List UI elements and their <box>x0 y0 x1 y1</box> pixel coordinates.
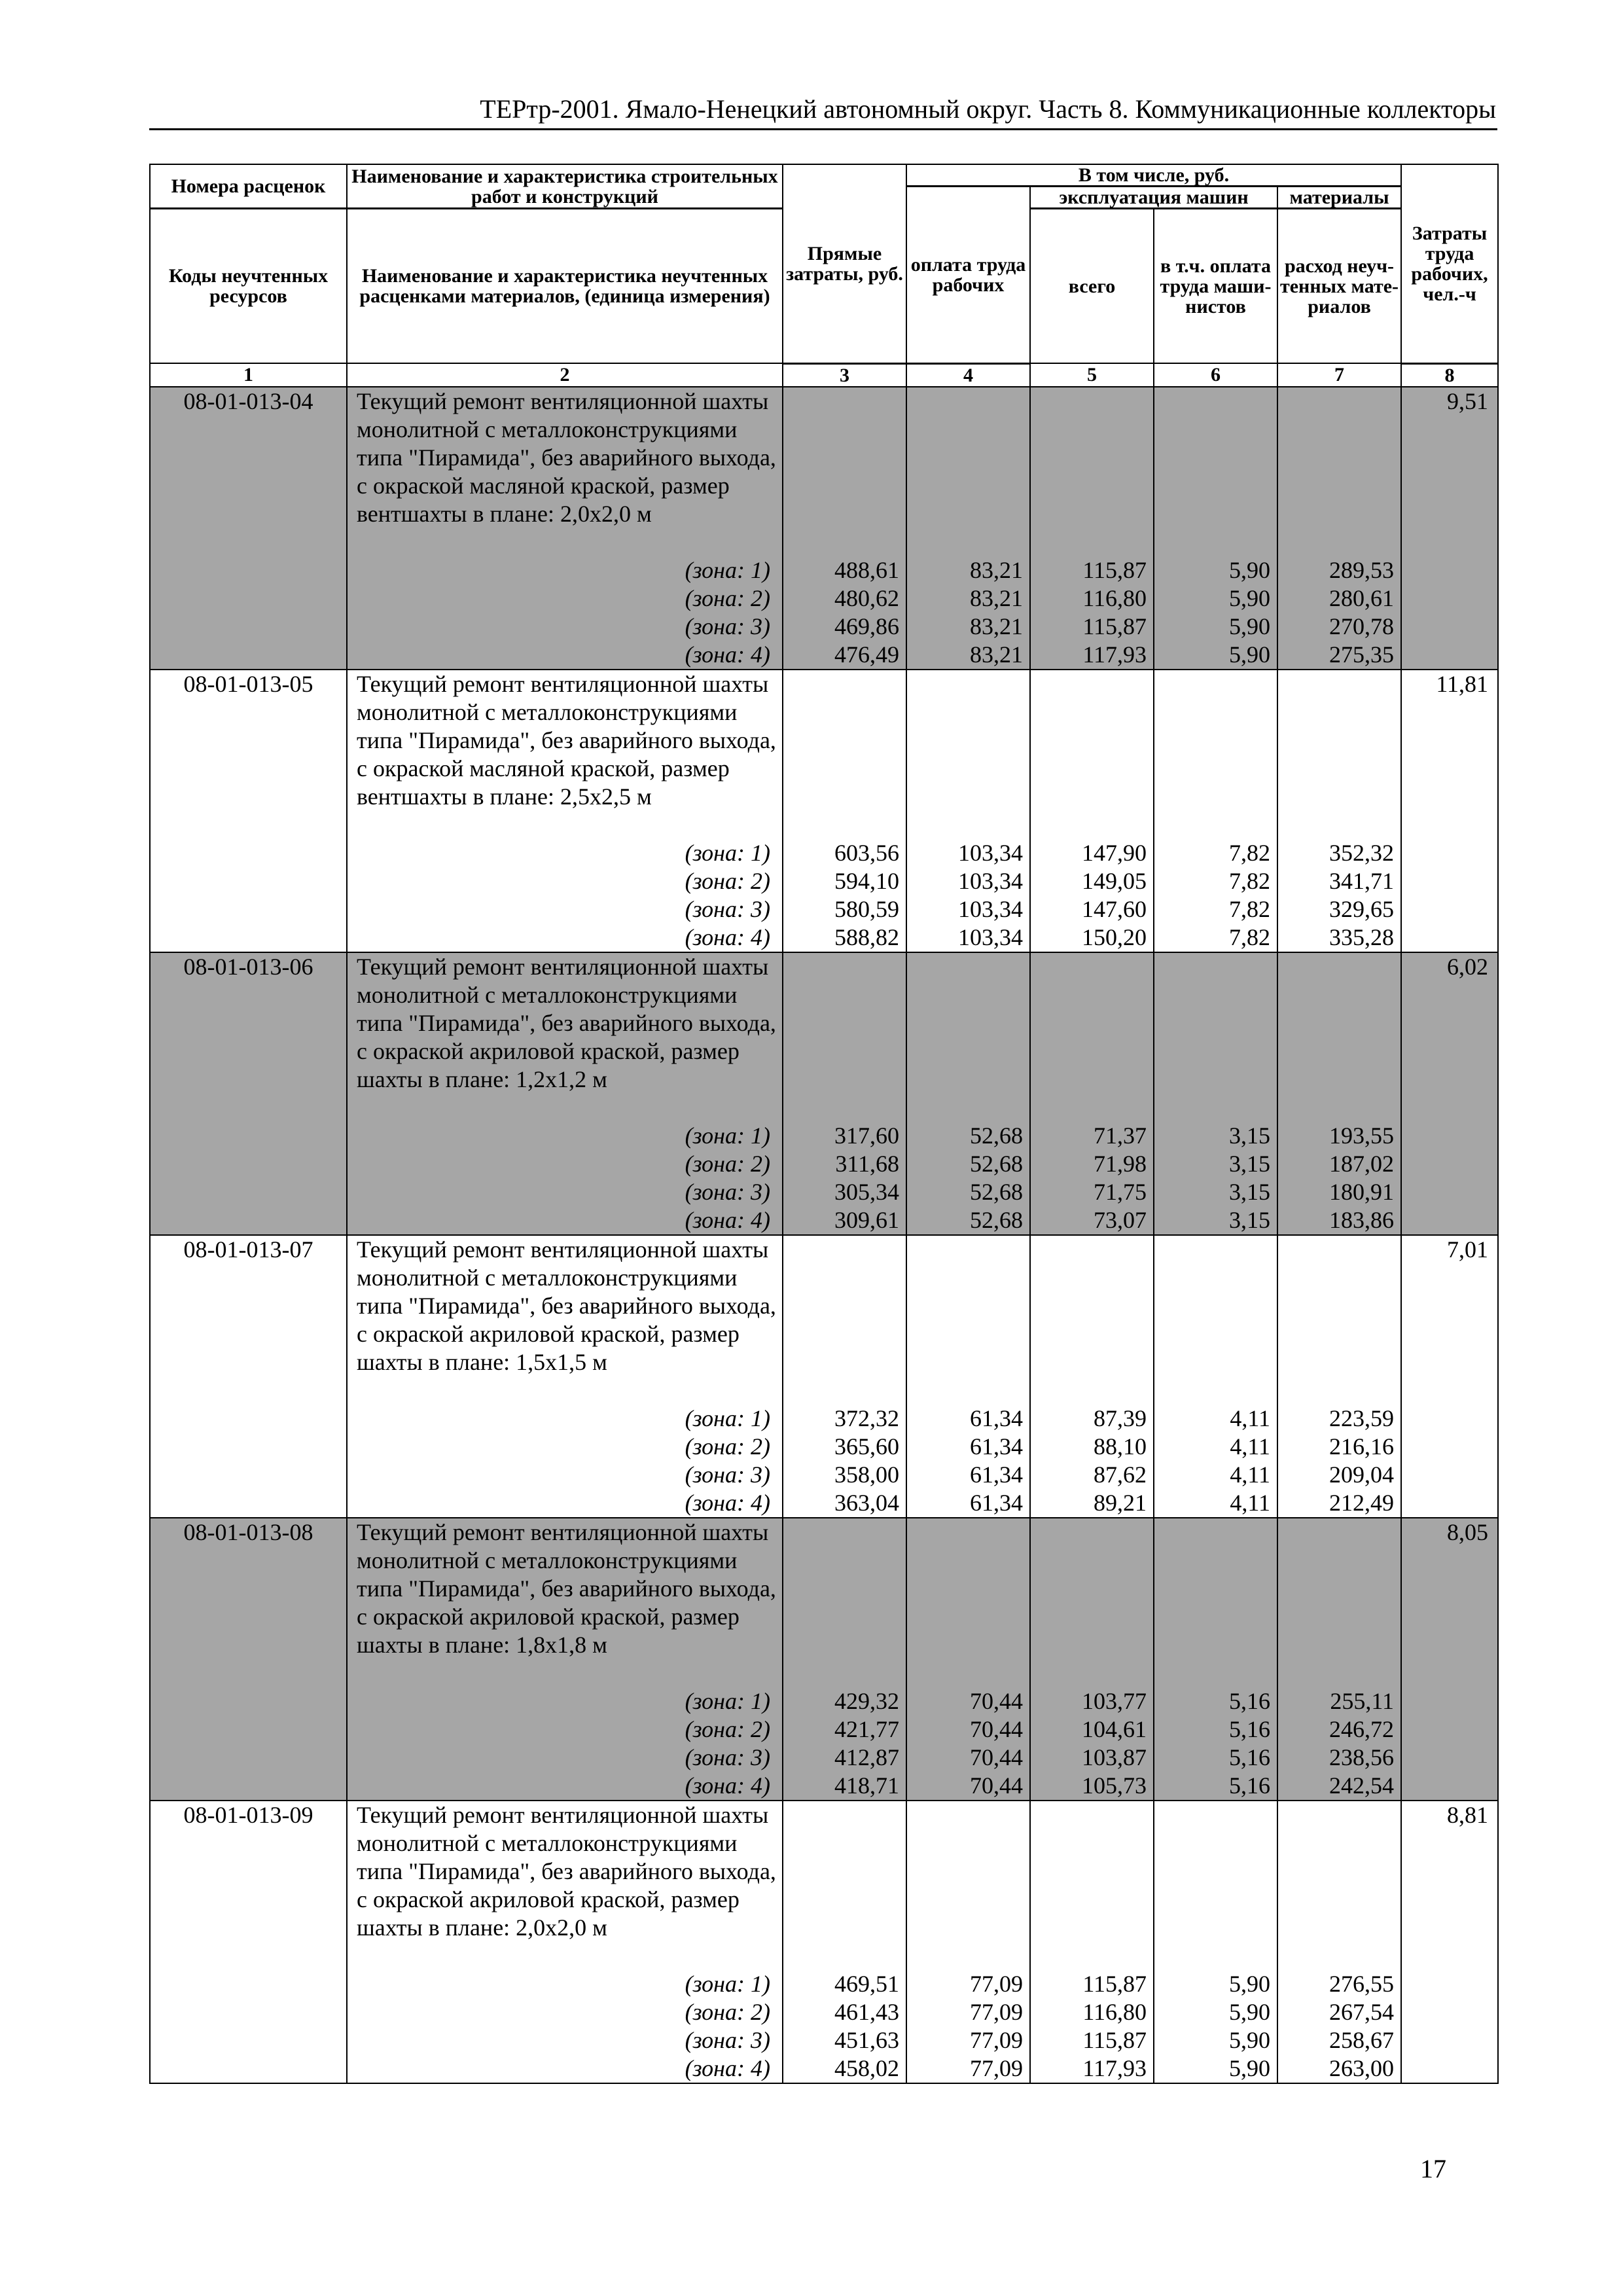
worker-pay-value: 61,34 <box>970 1461 1023 1488</box>
worker-pay-value: 70,44 <box>970 1687 1023 1714</box>
machinist-pay-value: 4,11 <box>1230 1489 1270 1516</box>
page-title: ТЕРтр-2001. Ямало-Ненецкий автономный округ. Часть 8. Коммуникационные коллекторы <box>480 94 1496 124</box>
worker-pay-value: 70,44 <box>970 1715 1023 1742</box>
direct-cell <box>783 1235 906 1518</box>
zone-label: (зона: 1) <box>685 1122 770 1149</box>
spacer <box>1154 1518 1270 1687</box>
worker-pay-cell <box>906 1518 1030 1801</box>
machinist-pay-cell <box>1154 1518 1277 1801</box>
direct-value: 461,43 <box>834 1998 899 2025</box>
spacer <box>1154 953 1270 1122</box>
spacer <box>907 953 1023 1122</box>
machinist-pay-value: 5,90 <box>1229 1998 1270 2025</box>
materials-value: 263,00 <box>1329 2054 1395 2081</box>
machines-total-value: 87,62 <box>1094 1461 1147 1488</box>
worker-pay-cell <box>906 1235 1030 1518</box>
spacer <box>1278 1801 1394 1970</box>
rate-description-cell <box>347 1518 783 1801</box>
machines-total-value: 150,20 <box>1082 924 1147 950</box>
spacer <box>1154 387 1270 556</box>
direct-value: 594,10 <box>834 867 899 894</box>
zone-label: (зона: 3) <box>685 1461 770 1488</box>
worker-pay-value: 83,21 <box>970 641 1023 668</box>
machines-total-value: 115,87 <box>1082 2026 1147 2053</box>
machinist-pay-value: 5,90 <box>1229 2026 1270 2053</box>
labor-costs-value: 8,81 <box>1401 1801 1498 2083</box>
materials-cell <box>1277 1518 1401 1801</box>
direct-value: 309,61 <box>834 1206 899 1233</box>
rate-description: Текущий ремонт вентиляционной шахты монолитной с металлоконструкциями типа "Пирамида", без аварийного выхода, с окраской масляной краской, размер вентшахты в плане: 2,5х2,5 м <box>357 670 776 810</box>
labor-costs-value: 8,05 <box>1401 1518 1498 1801</box>
page-header <box>149 90 1497 130</box>
materials-value: 193,55 <box>1329 1122 1395 1149</box>
machinist-pay-value: 4,11 <box>1230 1433 1270 1460</box>
machines-total-value: 104,61 <box>1082 1715 1147 1742</box>
rate-description-cell <box>347 1235 783 1518</box>
direct-value: 305,34 <box>834 1178 899 1205</box>
spacer <box>783 1236 899 1405</box>
machines-total-cell <box>1030 1801 1154 2083</box>
materials-value: 267,54 <box>1329 1998 1395 2025</box>
direct-value: 372,32 <box>834 1405 899 1431</box>
machines-total-value: 71,98 <box>1094 1150 1147 1177</box>
column-number: 4 <box>906 363 1030 387</box>
worker-pay-value: 103,34 <box>958 867 1023 894</box>
machines-total-cell <box>1030 1518 1154 1801</box>
spacer <box>907 670 1023 839</box>
header-including: В том числе, руб. <box>906 164 1401 187</box>
machines-total-value: 115,87 <box>1082 556 1147 583</box>
direct-value: 458,02 <box>834 2054 899 2081</box>
direct-value: 580,59 <box>834 895 899 922</box>
spacer <box>1278 670 1394 839</box>
worker-pay-cell <box>906 952 1030 1235</box>
column-number-row <box>150 363 1498 387</box>
rate-code: 08-01-013-06 <box>150 952 347 1235</box>
direct-value: 412,87 <box>834 1744 899 1770</box>
materials-cell <box>1277 1235 1401 1518</box>
worker-pay-value: 83,21 <box>970 613 1023 639</box>
worker-pay-value: 77,09 <box>970 2026 1023 2053</box>
header-labor-costs: Затраты труда рабочих, чел.-ч <box>1401 164 1498 363</box>
materials-value: 329,65 <box>1329 895 1395 922</box>
materials-value: 216,16 <box>1329 1433 1395 1460</box>
worker-pay-value: 70,44 <box>970 1744 1023 1770</box>
machinist-pay-value: 3,15 <box>1229 1206 1270 1233</box>
machinist-pay-value: 5,16 <box>1229 1772 1270 1799</box>
direct-value: 480,62 <box>834 584 899 611</box>
materials-cell <box>1277 952 1401 1235</box>
spacer <box>1154 1236 1270 1405</box>
direct-value: 429,32 <box>834 1687 899 1714</box>
materials-value: 180,91 <box>1329 1178 1395 1205</box>
direct-value: 588,82 <box>834 924 899 950</box>
direct-cell <box>783 670 906 952</box>
column-number: 6 <box>1154 363 1277 387</box>
machinist-pay-cell <box>1154 952 1277 1235</box>
machines-total-value: 116,80 <box>1082 1998 1147 2025</box>
materials-value: 255,11 <box>1330 1687 1395 1714</box>
column-number: 2 <box>347 363 783 387</box>
machinist-pay-value: 5,16 <box>1229 1687 1270 1714</box>
table-row <box>150 1518 1498 1801</box>
machinist-pay-value: 5,90 <box>1229 2054 1270 2081</box>
zone-label: (зона: 1) <box>685 1405 770 1431</box>
rate-description-cell <box>347 1801 783 2083</box>
worker-pay-value: 103,34 <box>958 895 1023 922</box>
rate-code: 08-01-013-07 <box>150 1235 347 1518</box>
machines-total-value: 89,21 <box>1094 1489 1147 1516</box>
worker-pay-value: 103,34 <box>958 839 1023 866</box>
rate-description-cell <box>347 670 783 952</box>
rate-description-cell <box>347 952 783 1235</box>
zone-label: (зона: 2) <box>685 1715 770 1742</box>
machinist-pay-value: 7,82 <box>1229 867 1270 894</box>
materials-value: 242,54 <box>1329 1772 1395 1799</box>
spacer <box>1154 1801 1270 1970</box>
rate-description: Текущий ремонт вентиляционной шахты монолитной с металлоконструкциями типа "Пирамида", без аварийного выхода, с окраской акриловой краской, размер шахты в плане: 1,8х1,8 м <box>357 1518 776 1658</box>
rate-description: Текущий ремонт вентиляционной шахты монолитной с металлоконструкциями типа "Пирамида", без аварийного выхода, с окраской масляной краской, размер вентшахты в плане: 2,0х2,0 м <box>357 387 776 527</box>
labor-costs-value: 9,51 <box>1401 387 1498 670</box>
machinist-pay-value: 4,11 <box>1230 1405 1270 1431</box>
spacer <box>1278 953 1394 1122</box>
materials-value: 289,53 <box>1329 556 1395 583</box>
machines-total-value: 71,37 <box>1094 1122 1147 1149</box>
machinist-pay-value: 5,90 <box>1229 641 1270 668</box>
labor-costs-value: 11,81 <box>1401 670 1498 952</box>
header-material-name: Наименование и характеристика неучтенных расценками материалов, (единица измерения) <box>347 209 783 364</box>
direct-value: 469,51 <box>834 1970 899 1997</box>
machines-total-cell <box>1030 1235 1154 1518</box>
rate-description-cell <box>347 387 783 670</box>
spacer <box>1154 670 1270 839</box>
spacer <box>1278 1518 1394 1687</box>
machines-total-cell <box>1030 387 1154 670</box>
zone-label: (зона: 2) <box>685 1150 770 1177</box>
worker-pay-value: 61,34 <box>970 1433 1023 1460</box>
machinist-pay-value: 3,15 <box>1229 1150 1270 1177</box>
direct-value: 603,56 <box>834 839 899 866</box>
machinist-pay-value: 5,90 <box>1229 584 1270 611</box>
direct-value: 476,49 <box>834 641 899 668</box>
rate-description: Текущий ремонт вентиляционной шахты монолитной с металлоконструкциями типа "Пирамида", без аварийного выхода, с окраской акриловой краской, размер шахты в плане: 1,2х1,2 м <box>357 953 776 1092</box>
spacer <box>907 1518 1023 1687</box>
labor-costs-value: 7,01 <box>1401 1235 1498 1518</box>
spacer <box>1031 387 1147 556</box>
machinist-pay-value: 7,82 <box>1229 895 1270 922</box>
spacer <box>907 1801 1023 1970</box>
zone-label: (зона: 3) <box>685 613 770 639</box>
spacer <box>783 1518 899 1687</box>
zone-label: (зона: 4) <box>685 924 770 950</box>
machines-total-value: 147,60 <box>1082 895 1147 922</box>
worker-pay-value: 52,68 <box>970 1122 1023 1149</box>
machines-total-value: 115,87 <box>1082 1970 1147 1997</box>
materials-value: 183,86 <box>1329 1206 1395 1233</box>
spacer <box>1031 1801 1147 1970</box>
direct-cell <box>783 952 906 1235</box>
table-row <box>150 387 1498 670</box>
spacer <box>1278 387 1394 556</box>
worker-pay-value: 83,21 <box>970 584 1023 611</box>
zone-label: (зона: 2) <box>685 584 770 611</box>
rate-code: 08-01-013-04 <box>150 387 347 670</box>
worker-pay-value: 70,44 <box>970 1772 1023 1799</box>
worker-pay-value: 77,09 <box>970 2054 1023 2081</box>
table-row <box>150 1235 1498 1518</box>
worker-pay-value: 77,09 <box>970 1970 1023 1997</box>
materials-value: 341,71 <box>1329 867 1395 894</box>
zone-label: (зона: 1) <box>685 1970 770 1997</box>
spacer <box>783 670 899 839</box>
materials-value: 246,72 <box>1329 1715 1395 1742</box>
worker-pay-value: 52,68 <box>970 1178 1023 1205</box>
worker-pay-cell <box>906 387 1030 670</box>
machines-total-value: 117,93 <box>1082 641 1147 668</box>
rate-code: 08-01-013-09 <box>150 1801 347 2083</box>
header-machine-operation: эксплуатация машин <box>1030 187 1277 209</box>
zone-label: (зона: 3) <box>685 2026 770 2053</box>
direct-value: 418,71 <box>834 1772 899 1799</box>
direct-cell <box>783 1518 906 1801</box>
direct-value: 311,68 <box>835 1150 899 1177</box>
machinist-pay-value: 4,11 <box>1230 1461 1270 1488</box>
header-worker-pay: оплата труда рабочих <box>906 187 1030 364</box>
worker-pay-value: 52,68 <box>970 1206 1023 1233</box>
zone-label: (зона: 1) <box>685 839 770 866</box>
direct-value: 421,77 <box>834 1715 899 1742</box>
materials-value: 270,78 <box>1329 613 1395 639</box>
materials-cell <box>1277 387 1401 670</box>
machinist-pay-cell <box>1154 1801 1277 2083</box>
machines-total-cell <box>1030 952 1154 1235</box>
zone-label: (зона: 4) <box>685 1206 770 1233</box>
zone-label: (зона: 2) <box>685 1433 770 1460</box>
header-unaccounted-materials: расход неуч-тенных мате-риалов <box>1277 209 1401 364</box>
direct-cell <box>783 1801 906 2083</box>
spacer <box>1031 953 1147 1122</box>
materials-value: 187,02 <box>1329 1150 1395 1177</box>
rate-description: Текущий ремонт вентиляционной шахты монолитной с металлоконструкциями типа "Пирамида", без аварийного выхода, с окраской акриловой краской, размер шахты в плане: 2,0х2,0 м <box>357 1801 776 1941</box>
rates-body <box>150 387 1498 2083</box>
machinist-pay-value: 7,82 <box>1229 839 1270 866</box>
direct-value: 488,61 <box>834 556 899 583</box>
materials-value: 335,28 <box>1329 924 1395 950</box>
zone-label: (зона: 4) <box>685 641 770 668</box>
labor-costs-value: 6,02 <box>1401 952 1498 1235</box>
zone-label: (зона: 4) <box>685 2054 770 2081</box>
spacer <box>783 1801 899 1970</box>
machines-total-value: 116,80 <box>1082 584 1147 611</box>
direct-value: 451,63 <box>834 2026 899 2053</box>
machinist-pay-value: 5,90 <box>1229 1970 1270 1997</box>
header-machines-total: всего <box>1030 209 1154 364</box>
machinist-pay-cell <box>1154 387 1277 670</box>
rate-code: 08-01-013-08 <box>150 1518 347 1801</box>
zone-label: (зона: 4) <box>685 1772 770 1799</box>
materials-value: 212,49 <box>1329 1489 1395 1516</box>
zone-label: (зона: 1) <box>685 1687 770 1714</box>
direct-value: 365,60 <box>834 1433 899 1460</box>
column-number: 3 <box>783 363 906 387</box>
table-row <box>150 952 1498 1235</box>
direct-value: 363,04 <box>834 1489 899 1516</box>
spacer <box>783 953 899 1122</box>
machines-total-value: 103,87 <box>1082 1744 1147 1770</box>
machines-total-value: 149,05 <box>1082 867 1147 894</box>
spacer <box>783 387 899 556</box>
column-number: 1 <box>150 363 347 387</box>
machinist-pay-value: 3,15 <box>1229 1178 1270 1205</box>
zone-label: (зона: 1) <box>685 556 770 583</box>
materials-value: 352,32 <box>1329 839 1395 866</box>
materials-cell <box>1277 670 1401 952</box>
zone-label: (зона: 4) <box>685 1489 770 1516</box>
machines-total-value: 71,75 <box>1094 1178 1147 1205</box>
materials-value: 275,35 <box>1329 641 1395 668</box>
worker-pay-value: 61,34 <box>970 1489 1023 1516</box>
materials-value: 258,67 <box>1329 2026 1395 2053</box>
header-machinist-pay: в т.ч. оплата труда маши-нистов <box>1154 209 1277 364</box>
machines-total-cell <box>1030 670 1154 952</box>
header-direct-costs: Прямые затраты, руб. <box>783 164 906 363</box>
rate-code: 08-01-013-05 <box>150 670 347 952</box>
header-materials: материалы <box>1277 187 1401 209</box>
zone-label: (зона: 3) <box>685 895 770 922</box>
zone-label: (зона: 3) <box>685 1744 770 1770</box>
materials-value: 223,59 <box>1329 1405 1395 1431</box>
machines-total-value: 73,07 <box>1094 1206 1147 1233</box>
machinist-pay-value: 5,16 <box>1229 1715 1270 1742</box>
column-number: 7 <box>1277 363 1401 387</box>
machines-total-value: 117,93 <box>1082 2054 1147 2081</box>
table-row <box>150 1801 1498 2083</box>
materials-value: 209,04 <box>1329 1461 1395 1488</box>
zone-label: (зона: 3) <box>685 1178 770 1205</box>
worker-pay-cell <box>906 1801 1030 2083</box>
machines-total-value: 88,10 <box>1094 1433 1147 1460</box>
direct-value: 317,60 <box>834 1122 899 1149</box>
machines-total-value: 115,87 <box>1082 613 1147 639</box>
header-rate-numbers: Номера расценок <box>150 164 347 209</box>
machines-total-value: 147,90 <box>1082 839 1147 866</box>
table-row <box>150 670 1498 952</box>
rate-description: Текущий ремонт вентиляционной шахты монолитной с металлоконструкциями типа "Пирамида", без аварийного выхода, с окраской акриловой краской, размер шахты в плане: 1,5х1,5 м <box>357 1236 776 1375</box>
column-number: 8 <box>1401 363 1498 387</box>
spacer <box>1031 670 1147 839</box>
machinist-pay-value: 5,16 <box>1229 1744 1270 1770</box>
materials-value: 238,56 <box>1329 1744 1395 1770</box>
zone-label: (зона: 2) <box>685 867 770 894</box>
machinist-pay-value: 3,15 <box>1229 1122 1270 1149</box>
machinist-pay-cell <box>1154 670 1277 952</box>
header-resource-codes: Коды неучтенных ресурсов <box>150 209 347 364</box>
machines-total-value: 87,39 <box>1094 1405 1147 1431</box>
machines-total-value: 103,77 <box>1082 1687 1147 1714</box>
spacer <box>1278 1236 1394 1405</box>
worker-pay-cell <box>906 670 1030 952</box>
spacer <box>907 1236 1023 1405</box>
materials-value: 280,61 <box>1329 584 1395 611</box>
machinist-pay-value: 7,82 <box>1229 924 1270 950</box>
materials-value: 276,55 <box>1329 1970 1395 1997</box>
worker-pay-value: 103,34 <box>958 924 1023 950</box>
worker-pay-value: 83,21 <box>970 556 1023 583</box>
machinist-pay-value: 5,90 <box>1229 556 1270 583</box>
machinist-pay-value: 5,90 <box>1229 613 1270 639</box>
spacer <box>907 387 1023 556</box>
worker-pay-value: 61,34 <box>970 1405 1023 1431</box>
worker-pay-value: 52,68 <box>970 1150 1023 1177</box>
spacer <box>1031 1518 1147 1687</box>
page-number: 17 <box>1420 2154 1446 2183</box>
spacer <box>1031 1236 1147 1405</box>
header-work-name: Наименование и характеристика строительных работ и конструкций <box>347 164 783 209</box>
direct-value: 358,00 <box>834 1461 899 1488</box>
worker-pay-value: 77,09 <box>970 1998 1023 2025</box>
direct-value: 469,86 <box>834 613 899 639</box>
machinist-pay-cell <box>1154 1235 1277 1518</box>
materials-cell <box>1277 1801 1401 2083</box>
rates-table <box>149 164 1499 2084</box>
zone-label: (зона: 2) <box>685 1998 770 2025</box>
column-number: 5 <box>1030 363 1154 387</box>
direct-cell <box>783 387 906 670</box>
machines-total-value: 105,73 <box>1082 1772 1147 1799</box>
